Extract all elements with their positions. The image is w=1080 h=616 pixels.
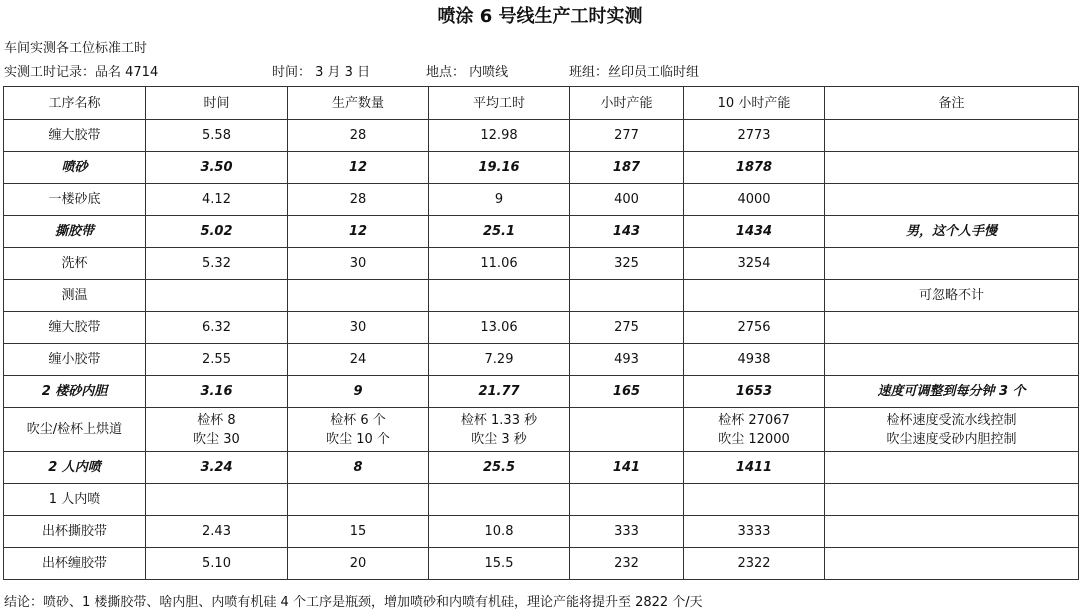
cell-process-name: [4, 408, 146, 452]
cell-line: 吹尘 12000: [718, 431, 790, 447]
cell-avg-time: 7.29: [429, 344, 570, 376]
cell-hourly-capacity: 325: [570, 248, 684, 280]
cell-avg-time: 25.1: [429, 216, 570, 248]
record-team-label: 班组：丝印员工临时组: [569, 65, 700, 80]
cell-hourly-capacity: 141: [570, 452, 684, 484]
cell-avg-time: 19.16: [429, 152, 570, 184]
subtitle: 车间实测各工位标准工时: [4, 41, 148, 56]
cell-time: 3.50: [146, 152, 288, 184]
header-avg-time: 平均工时: [429, 87, 570, 120]
cell-process-name: 缠大胶带: [4, 120, 146, 152]
table-row: [4, 312, 1079, 344]
cell-quantity: 8: [288, 452, 429, 484]
cell-avg-time: 11.06: [429, 248, 570, 280]
cell-10h-capacity: 1434: [684, 216, 825, 248]
cell-hourly-capacity: 165: [570, 376, 684, 408]
cell-line: 检杯速度受流水线控制: [886, 412, 1017, 428]
cell-quantity: 24: [288, 344, 429, 376]
cell-process-name: 出杯撕胶带: [4, 516, 146, 548]
header-process-name: 工序名称: [4, 87, 146, 120]
cell-quantity: 9: [288, 376, 429, 408]
cell-process-name: 2 楼砂内胆: [4, 376, 146, 408]
cell-hourly-capacity: [570, 280, 684, 312]
cell-time: 5.02: [146, 216, 288, 248]
table-row: [4, 408, 1079, 452]
cell-remarks: [825, 120, 1079, 152]
cell-hourly-capacity: 143: [570, 216, 684, 248]
cell-remarks: 可忽略不计: [825, 280, 1079, 312]
cell-avg-time: 15.5: [429, 548, 570, 580]
cell-time: 5.32: [146, 248, 288, 280]
cell-hourly-capacity: 493: [570, 344, 684, 376]
cell-remarks: [825, 516, 1079, 548]
cell-10h-capacity: 1653: [684, 376, 825, 408]
table-row: [4, 484, 1079, 516]
cell-avg-time: 9: [429, 184, 570, 216]
cell-avg-time: 12.98: [429, 120, 570, 152]
conclusion-text: 结论：喷砂、1 楼撕胶带、啥内胆、内喷有机硅 4 个工序是瓶颈，增加喷砂和内喷有机硅，理论产能将提升至 2822 个/天: [4, 595, 703, 610]
header-hourly-capacity: 小时产能: [570, 87, 684, 120]
cell-process-name: 一楼砂底: [4, 184, 146, 216]
table-header-row: [4, 87, 1079, 120]
cell-10h-capacity: 2773: [684, 120, 825, 152]
cell-line: 吹尘 3 秒: [471, 431, 527, 447]
cell-10h-capacity: 4938: [684, 344, 825, 376]
cell-quantity: 28: [288, 184, 429, 216]
header-time: 时间: [146, 87, 288, 120]
cell-line: 检杯 1.33 秒: [460, 412, 538, 428]
cell-time: 5.10: [146, 548, 288, 580]
cell-quantity: [288, 484, 429, 516]
record-info-line: [4, 64, 1074, 82]
table-row: [4, 152, 1079, 184]
cell-process-name: 2 人内喷: [4, 452, 146, 484]
cell-remarks: 男，这个人手慢: [825, 216, 1079, 248]
cell-process-name: 撕胶带: [4, 216, 146, 248]
header-remarks: 备注: [825, 87, 1079, 120]
cell-line: 检杯 6 个: [330, 412, 386, 428]
table-row: [4, 248, 1079, 280]
table-row: [4, 120, 1079, 152]
record-date-label: 时间： 3 月 3 日: [272, 65, 371, 80]
cell-time: 6.32: [146, 312, 288, 344]
table-row: [4, 280, 1079, 312]
cell-avg-time: 25.5: [429, 452, 570, 484]
cell-line: 吹尘/检杯上烘道: [26, 422, 123, 437]
cell-hourly-capacity: [570, 408, 684, 452]
record-location-label: 地点： 内喷线: [426, 65, 509, 80]
cell-10h-capacity: [684, 408, 825, 452]
record-product-label: 实测工时记录：品名 4714: [4, 65, 159, 80]
cell-10h-capacity: 2756: [684, 312, 825, 344]
cell-line: 检杯 27067: [718, 412, 790, 428]
cell-quantity: 12: [288, 216, 429, 248]
cell-hourly-capacity: 400: [570, 184, 684, 216]
cell-avg-time: [429, 484, 570, 516]
work-hours-table: [3, 86, 1079, 580]
cell-10h-capacity: [684, 280, 825, 312]
cell-line: 检杯 8: [197, 412, 236, 428]
cell-line: 吹尘 30: [193, 431, 240, 447]
cell-process-name: 喷砂: [4, 152, 146, 184]
cell-time: 2.43: [146, 516, 288, 548]
cell-quantity: [288, 408, 429, 452]
cell-remarks: [825, 548, 1079, 580]
cell-quantity: 30: [288, 248, 429, 280]
cell-line: 吹尘 10 个: [326, 431, 390, 447]
cell-hourly-capacity: 333: [570, 516, 684, 548]
cell-quantity: 30: [288, 312, 429, 344]
cell-quantity: 12: [288, 152, 429, 184]
cell-remarks: [825, 312, 1079, 344]
cell-remarks: [825, 184, 1079, 216]
cell-remarks: 速度可调整到每分钟 3 个: [825, 376, 1079, 408]
cell-quantity: 15: [288, 516, 429, 548]
table-row: [4, 344, 1079, 376]
cell-hourly-capacity: 275: [570, 312, 684, 344]
cell-10h-capacity: [684, 484, 825, 516]
cell-hourly-capacity: [570, 484, 684, 516]
table-row: [4, 516, 1079, 548]
cell-time: 3.16: [146, 376, 288, 408]
cell-time: [146, 280, 288, 312]
cell-quantity: [288, 280, 429, 312]
cell-time: 2.55: [146, 344, 288, 376]
table-row: [4, 452, 1079, 484]
cell-time: 5.58: [146, 120, 288, 152]
cell-remarks: [825, 248, 1079, 280]
cell-quantity: 20: [288, 548, 429, 580]
cell-process-name: 缠小胶带: [4, 344, 146, 376]
cell-time: [146, 408, 288, 452]
cell-avg-time: [429, 408, 570, 452]
cell-10h-capacity: 4000: [684, 184, 825, 216]
cell-10h-capacity: 3333: [684, 516, 825, 548]
cell-process-name: 测温: [4, 280, 146, 312]
cell-time: 3.24: [146, 452, 288, 484]
table-row: [4, 184, 1079, 216]
header-10h-capacity: 10 小时产能: [684, 87, 825, 120]
cell-remarks: [825, 152, 1079, 184]
cell-process-name: 缠大胶带: [4, 312, 146, 344]
cell-avg-time: 10.8: [429, 516, 570, 548]
cell-hourly-capacity: 232: [570, 548, 684, 580]
cell-remarks: [825, 344, 1079, 376]
cell-10h-capacity: 1878: [684, 152, 825, 184]
cell-avg-time: [429, 280, 570, 312]
cell-remarks: [825, 452, 1079, 484]
cell-remarks: [825, 484, 1079, 516]
header-quantity: 生产数量: [288, 87, 429, 120]
cell-quantity: 28: [288, 120, 429, 152]
cell-line: 吹尘速度受砂内胆控制: [886, 431, 1017, 447]
cell-hourly-capacity: 277: [570, 120, 684, 152]
cell-process-name: 1 人内喷: [4, 484, 146, 516]
cell-10h-capacity: 3254: [684, 248, 825, 280]
cell-avg-time: 21.77: [429, 376, 570, 408]
cell-process-name: 洗杯: [4, 248, 146, 280]
table-row: [4, 216, 1079, 248]
cell-10h-capacity: 2322: [684, 548, 825, 580]
cell-time: [146, 484, 288, 516]
cell-process-name: 出杯缠胶带: [4, 548, 146, 580]
cell-avg-time: 13.06: [429, 312, 570, 344]
cell-remarks: [825, 408, 1079, 452]
table-body: [4, 120, 1079, 580]
table-row: [4, 376, 1079, 408]
cell-hourly-capacity: 187: [570, 152, 684, 184]
page-title: 喷涂 6 号线生产工时实测: [437, 6, 643, 27]
table-row: [4, 548, 1079, 580]
cell-10h-capacity: 1411: [684, 452, 825, 484]
cell-time: 4.12: [146, 184, 288, 216]
